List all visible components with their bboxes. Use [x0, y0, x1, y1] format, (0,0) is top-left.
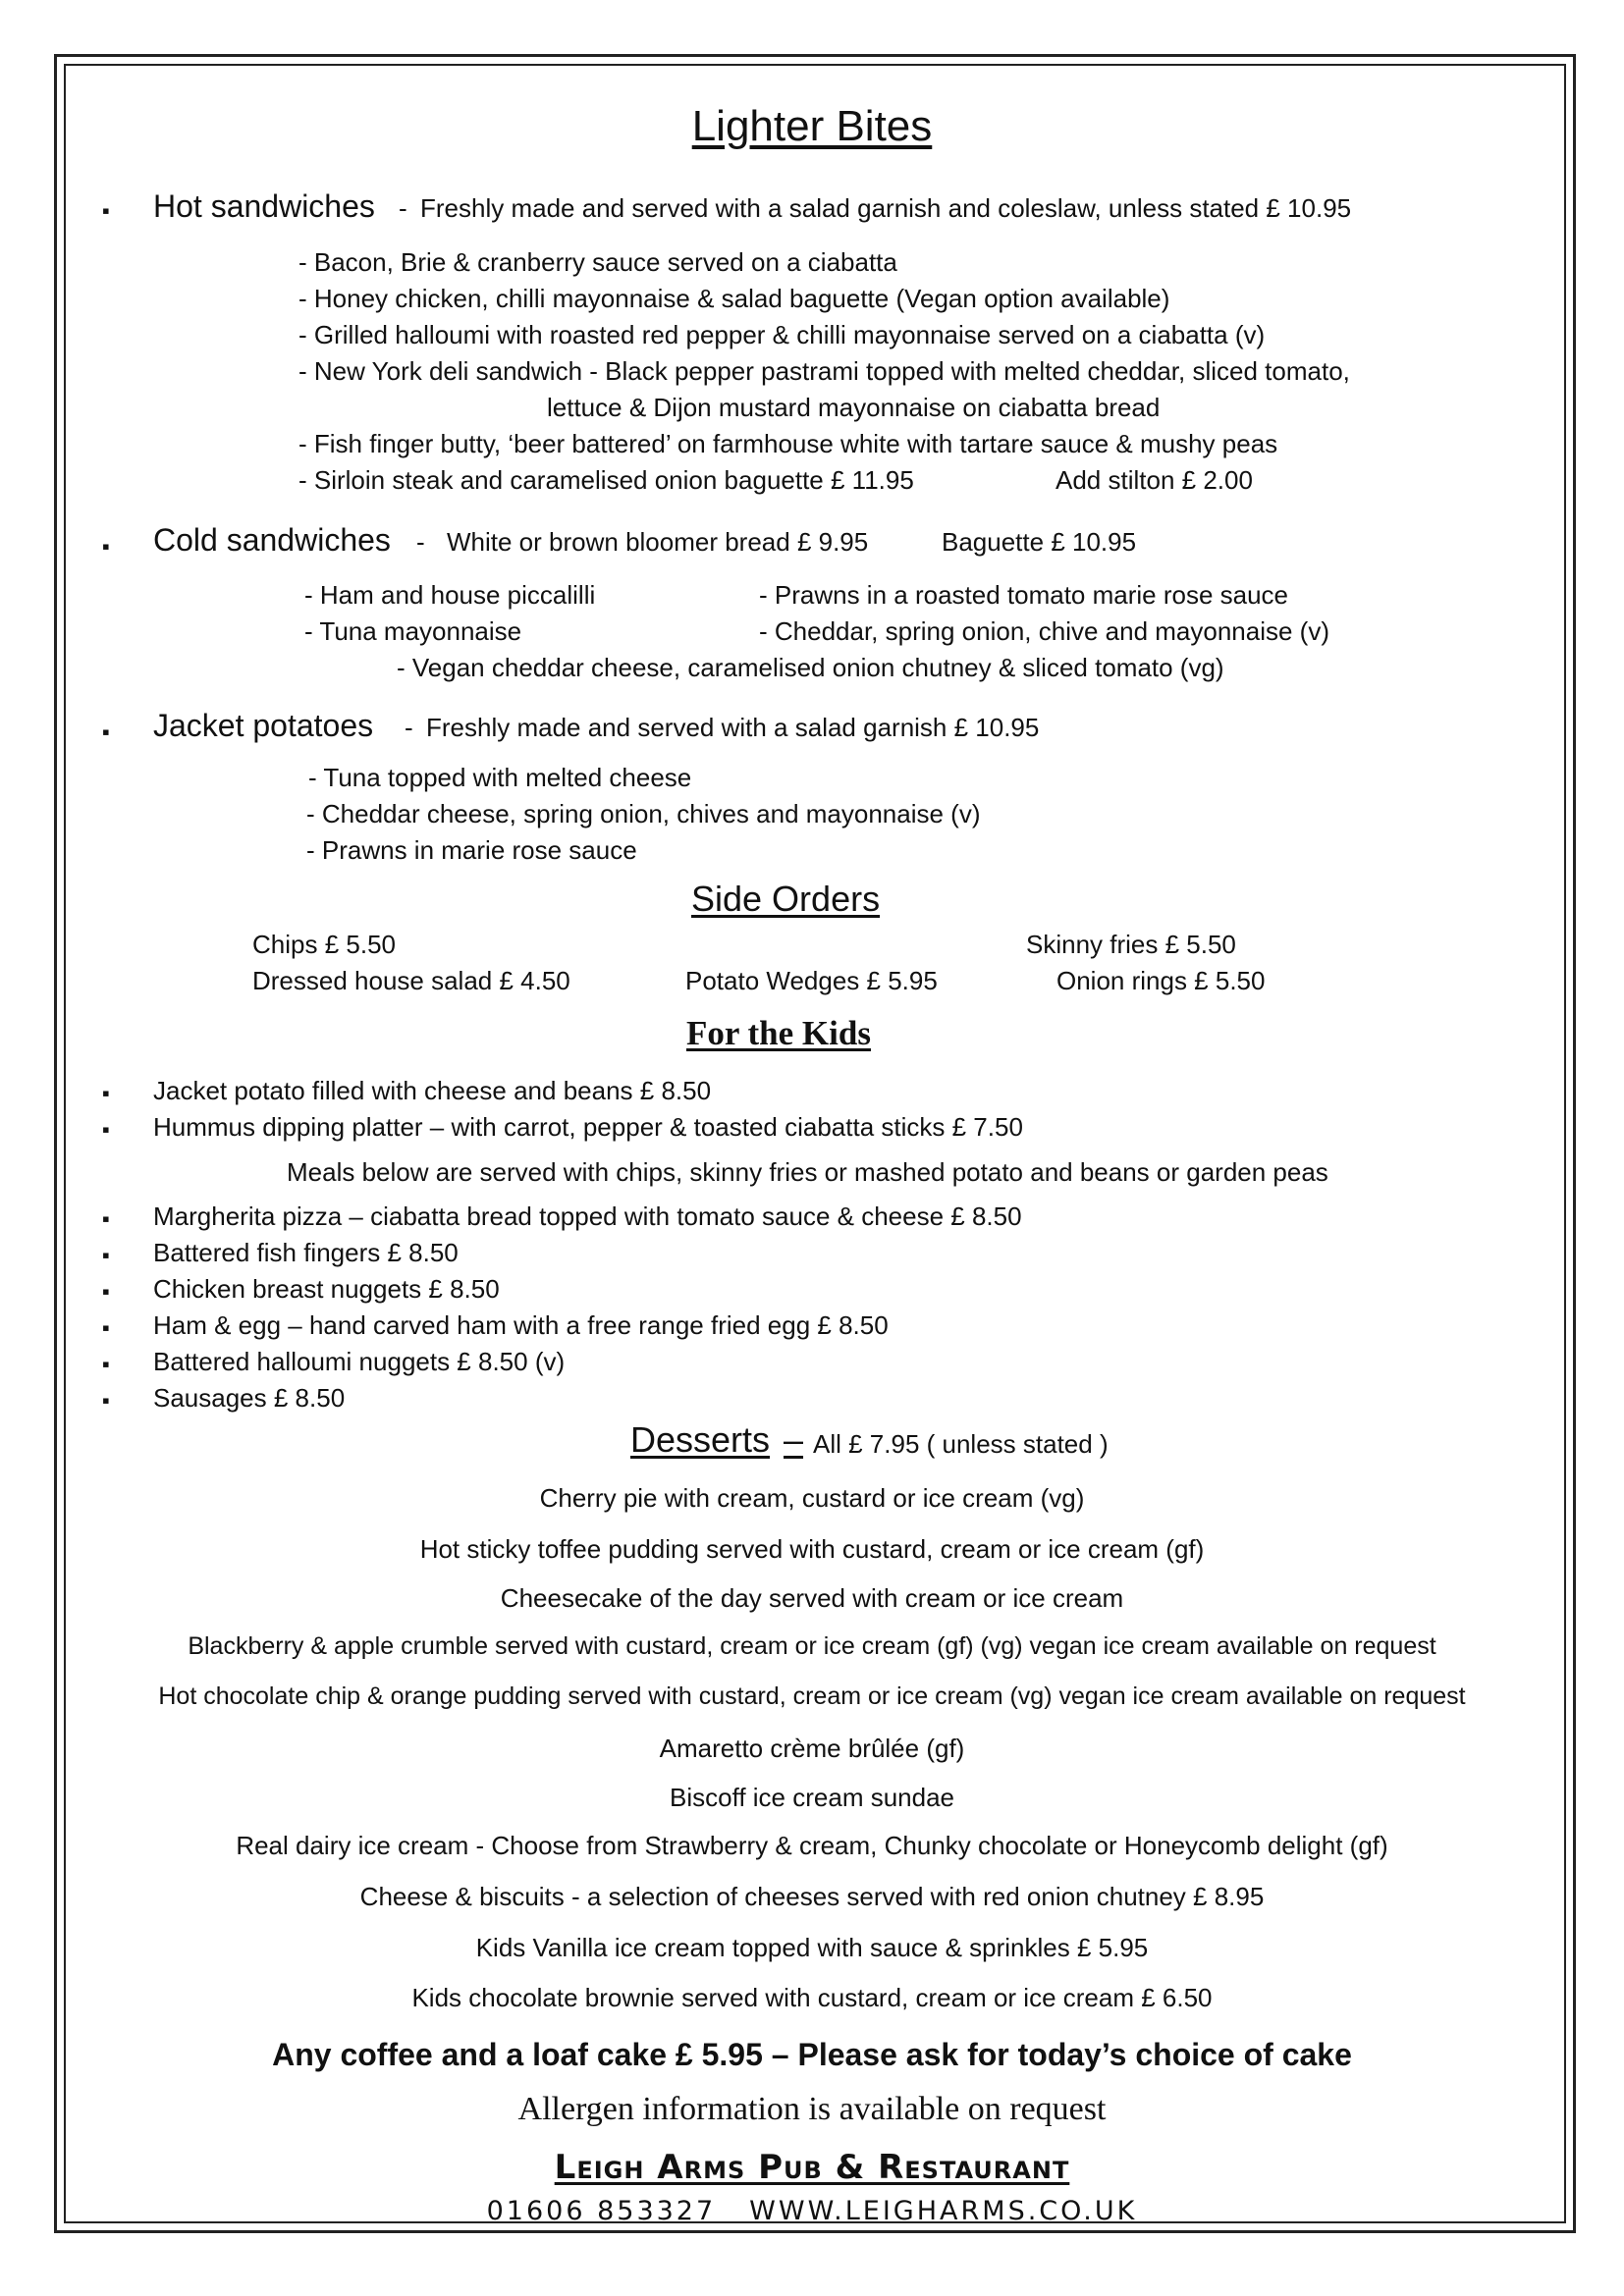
- bullet-icon: ▪: [102, 1279, 110, 1304]
- side-order-item: Dressed house salad £ 4.50: [252, 966, 570, 995]
- bullet-icon: ▪: [102, 1315, 110, 1340]
- side-order-item: Skinny fries £ 5.50: [1026, 930, 1236, 959]
- cold-sandwich-item: - Tuna mayonnaise: [304, 616, 522, 646]
- hot-sandwiches-dash: -: [399, 193, 407, 223]
- bullet-icon: ▪: [102, 720, 110, 744]
- kids-heading: For the Kids: [686, 1014, 871, 1052]
- add-stilton: Add stilton £ 2.00: [1056, 465, 1253, 495]
- dessert-item: Kids Vanilla ice cream topped with sauce & sprinkles £ 5.95: [475, 1933, 1149, 1962]
- bullet-icon: ▪: [102, 198, 110, 223]
- contact-line: [0, 2196, 1624, 2226]
- kids-item: Hummus dipping platter – with carrot, pepper & toasted ciabatta sticks £ 7.50: [153, 1112, 1023, 1142]
- website-link[interactable]: WWW.LEIGHARMS.CO.UK: [749, 2196, 1138, 2226]
- coffee-offer: Any coffee and a loaf cake £ 5.95 – Please ask for today’s choice of cake: [272, 2037, 1352, 2072]
- allergen-note: Allergen information is available on request: [517, 2091, 1107, 2127]
- kids-meals-note: Meals below are served with chips, skinny fries or mashed potato and beans or garden peas: [287, 1157, 1328, 1187]
- cold-sandwiches-baguette: Baguette £ 10.95: [942, 527, 1137, 557]
- cold-sandwich-item: - Ham and house piccalilli: [304, 580, 596, 610]
- kids-item: Margherita pizza – ciabatta bread topped with tomato sauce & cheese £ 8.50: [153, 1201, 1022, 1231]
- jacket-potato-item: - Cheddar cheese, spring onion, chives and mayonnaise (v): [306, 799, 981, 828]
- side-order-item: Onion rings £ 5.50: [1056, 966, 1266, 995]
- cold-sandwich-item: - Prawns in a roasted tomato marie rose sauce: [759, 580, 1289, 610]
- dessert-item: Hot sticky toffee pudding served with custard, cream or ice cream (gf): [419, 1534, 1205, 1564]
- dessert-item: Blackberry & apple crumble served with custard, cream or ice cream (gf) (vg) vegan ice cream available on request: [188, 1632, 1436, 1660]
- kids-item: Sausages £ 8.50: [153, 1383, 346, 1413]
- desserts-heading: Desserts: [630, 1419, 771, 1460]
- hot-sandwich-item: - Honey chicken, chilli mayonnaise & salad baguette (Vegan option available): [298, 284, 1170, 313]
- side-order-item: Potato Wedges £ 5.95: [685, 966, 938, 995]
- cold-sandwiches-description: White or brown bloomer bread £ 9.95: [447, 527, 869, 557]
- bullet-icon: ▪: [102, 1388, 110, 1413]
- hot-sandwich-item: - Bacon, Brie & cranberry sauce served on a ciabatta: [298, 247, 897, 277]
- dessert-item: Cherry pie with cream, custard or ice cream (vg): [539, 1483, 1085, 1513]
- kids-item: Chicken breast nuggets £ 8.50: [153, 1274, 500, 1304]
- cold-sandwiches-heading: Cold sandwiches: [153, 522, 391, 558]
- dessert-item: Cheesecake of the day served with cream or ice cream: [500, 1583, 1124, 1613]
- hot-sandwich-item: - Fish finger butty, ‘beer battered’ on farmhouse white with tartare sauce & mushy peas: [298, 429, 1278, 458]
- dessert-item: Biscoff ice cream sundae: [670, 1783, 954, 1812]
- hot-sandwich-item-continued: lettuce & Dijon mustard mayonnaise on ciabatta bread: [547, 393, 1161, 422]
- cold-sandwiches-dash: -: [416, 527, 425, 557]
- jacket-potatoes-dash: -: [405, 713, 413, 742]
- bullet-icon: ▪: [102, 534, 110, 559]
- desserts-subtitle: All £ 7.95 ( unless stated ): [813, 1429, 1109, 1459]
- dessert-item: Kids chocolate brownie served with custard, cream or ice cream £ 6.50: [411, 1983, 1213, 2012]
- hot-sandwiches-description: Freshly made and served with a salad garnish and coleslaw, unless stated £ 10.95: [420, 193, 1352, 223]
- cold-sandwich-item: - Cheddar, spring onion, chive and mayonnaise (v): [759, 616, 1329, 646]
- dessert-item: Cheese & biscuits - a selection of cheeses served with red onion chutney £ 8.95: [359, 1882, 1265, 1911]
- bullet-icon: ▪: [102, 1081, 110, 1105]
- dessert-item: Amaretto crème brûlée (gf): [659, 1734, 965, 1763]
- side-order-item: Chips £ 5.50: [252, 930, 396, 959]
- hot-sandwich-item: - New York deli sandwich - Black pepper pastrami topped with melted cheddar, sliced tomato,: [298, 356, 1350, 386]
- kids-item: Battered fish fingers £ 8.50: [153, 1238, 459, 1267]
- phone-number: 01606 853327: [486, 2196, 717, 2226]
- jacket-potatoes-description: Freshly made and served with a salad garnish £ 10.95: [426, 713, 1040, 742]
- bullet-icon: ▪: [102, 1243, 110, 1267]
- jacket-potato-item: - Prawns in marie rose sauce: [306, 835, 637, 865]
- side-orders-heading: Side Orders: [691, 879, 881, 919]
- page-title: Lighter Bites: [691, 102, 933, 150]
- hot-sandwich-item: - Grilled halloumi with roasted red pepper & chilli mayonnaise served on a ciabatta (v): [298, 320, 1266, 349]
- bullet-icon: ▪: [102, 1117, 110, 1142]
- jacket-potatoes-heading: Jacket potatoes: [153, 708, 374, 743]
- kids-item: Battered halloumi nuggets £ 8.50 (v): [153, 1347, 566, 1376]
- kids-item: Ham & egg – hand carved ham with a free range fried egg £ 8.50: [153, 1310, 889, 1340]
- cold-sandwich-item: - Vegan cheddar cheese, caramelised onion chutney & sliced tomato (vg): [397, 653, 1224, 682]
- hot-sandwiches-heading: Hot sandwiches: [153, 188, 375, 224]
- dessert-item: Real dairy ice cream - Choose from Strawberry & cream, Chunky chocolate or Honeycomb delight (gf): [236, 1831, 1388, 1860]
- kids-item: Jacket potato filled with cheese and beans £ 8.50: [153, 1076, 712, 1105]
- pub-name: Leigh Arms Pub & Restaurant: [554, 2148, 1070, 2187]
- hot-sandwich-item: - Sirloin steak and caramelised onion baguette £ 11.95: [298, 465, 914, 495]
- jacket-potato-item: - Tuna topped with melted cheese: [308, 763, 692, 792]
- dessert-item: Hot chocolate chip & orange pudding served with custard, cream or ice cream (vg) vegan ice cream available on request: [158, 1682, 1466, 1710]
- desserts-dash: –: [784, 1419, 804, 1460]
- bullet-icon: ▪: [102, 1206, 110, 1231]
- bullet-icon: ▪: [102, 1352, 110, 1376]
